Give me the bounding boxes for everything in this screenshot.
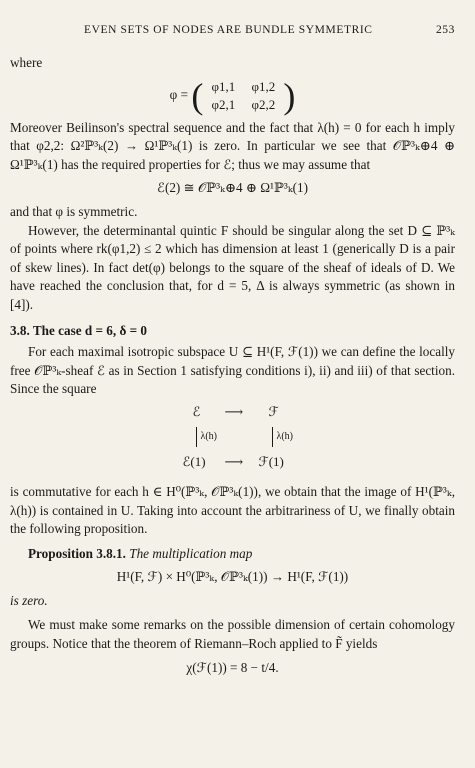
equation-e2: ℰ(2) ≅ 𝒪ℙ³ₖ⊕4 ⊕ Ω¹ℙ³ₖ(1) [156,180,309,196]
equation-chi: χ(ℱ(1)) = 8 − t/4. [186,659,279,675]
page-body [10,54,455,682]
matrix-entry: φ2,2 [251,96,276,112]
paragraph-quintic: However, the determinantal quintic F should be singular along the set D ⊆ ℙ³ₖ of points where rk(φ1,2) ≤ 2 which has dimension at least 1 (generically D is a pair of skew lines). In fact det(φ) belongs to the square of the sheaf of ideals of D. We have reached the conclusion that, for d = 5, Δ is always symmetric (as shown in [4]). [10,222,455,312]
section-heading: 3.8. The case d = 6, δ = 0 [10,322,148,338]
phi-matrix [191,75,296,116]
cd-right-map: λ(h) [276,430,294,442]
proposition-label: Proposition 3.8.1. [28,545,126,561]
matrix-entry: φ1,1 [211,78,236,94]
cd-bottom-left: ℰ(1) [182,453,206,469]
cd-top-right: ℱ [268,403,279,419]
text-is-zero: is zero. [10,592,48,608]
paragraph-riemann-roch: We must make some remarks on the possible dimension of certain cohomology groups. Notice that the theorem of Riemann–Roch applied to F̃ yields [10,617,455,652]
paragraph-symmetric: and that φ is symmetric. [10,203,138,219]
cd-right-vertical [272,427,273,447]
proposition [10,545,455,564]
paragraph-isotropic: For each maximal isotropic subspace U ⊆ H¹(F, ℱ(1)) we can define the locally free 𝒪ℙ³ₖ-sheaf ℰ as in Section 1 satisfying conditions i), ii) and iii) of that section. Since the square [10,344,455,397]
matrix-grid [203,78,283,114]
cd-bottom-arrow: ⟶ [224,453,244,469]
page-number: 253 [435,24,455,36]
paragraph-beilinson: Moreover Beilinson's spectral sequence and the fact that λ(h) = 0 for each h imply that φ2,2: Ω²ℙ³ₖ(2) → Ω¹ℙ³ₖ(1) is zero. In particular we see that 𝒪ℙ³ₖ⊕4 ⊕ Ω¹ℙ³ₖ(1) has the required properties for ℰ; thus we may assume that [10,119,455,172]
cd-top-left: ℰ [192,403,201,419]
right-paren: ) [283,75,296,116]
left-paren: ( [191,75,204,116]
paragraph-commutative: is commutative for each h ∈ H⁰(ℙ³ₖ, 𝒪ℙ³ₖ(1)), we obtain that the image of H¹(ℙ³ₖ, λ(h)) is contained in U. Taking into account the arbitrariness of U, we finally obtain the following proposition. [10,483,455,537]
matrix-entry: φ1,2 [251,78,276,94]
cd-top-arrow: ⟶ [224,403,244,419]
matrix-entry: φ2,1 [211,96,236,112]
text-where: where [10,55,43,70]
cd-left-vertical [196,427,197,447]
cd-left-map: λ(h) [200,430,218,442]
running-title: EVEN SETS OF NODES ARE BUNDLE SYMMETRIC [84,24,373,36]
equation-multiplication: H¹(F, ℱ) × H⁰(ℙ³ₖ, 𝒪ℙ³ₖ(1)) → H¹(F, ℱ(1)) [116,569,349,585]
cd-bottom-right: ℱ(1) [258,453,284,469]
proposition-text: The multiplication map [129,545,253,561]
commutative-diagram [173,403,293,477]
phi-label: φ = [169,86,189,102]
matrix-equation [10,75,455,116]
